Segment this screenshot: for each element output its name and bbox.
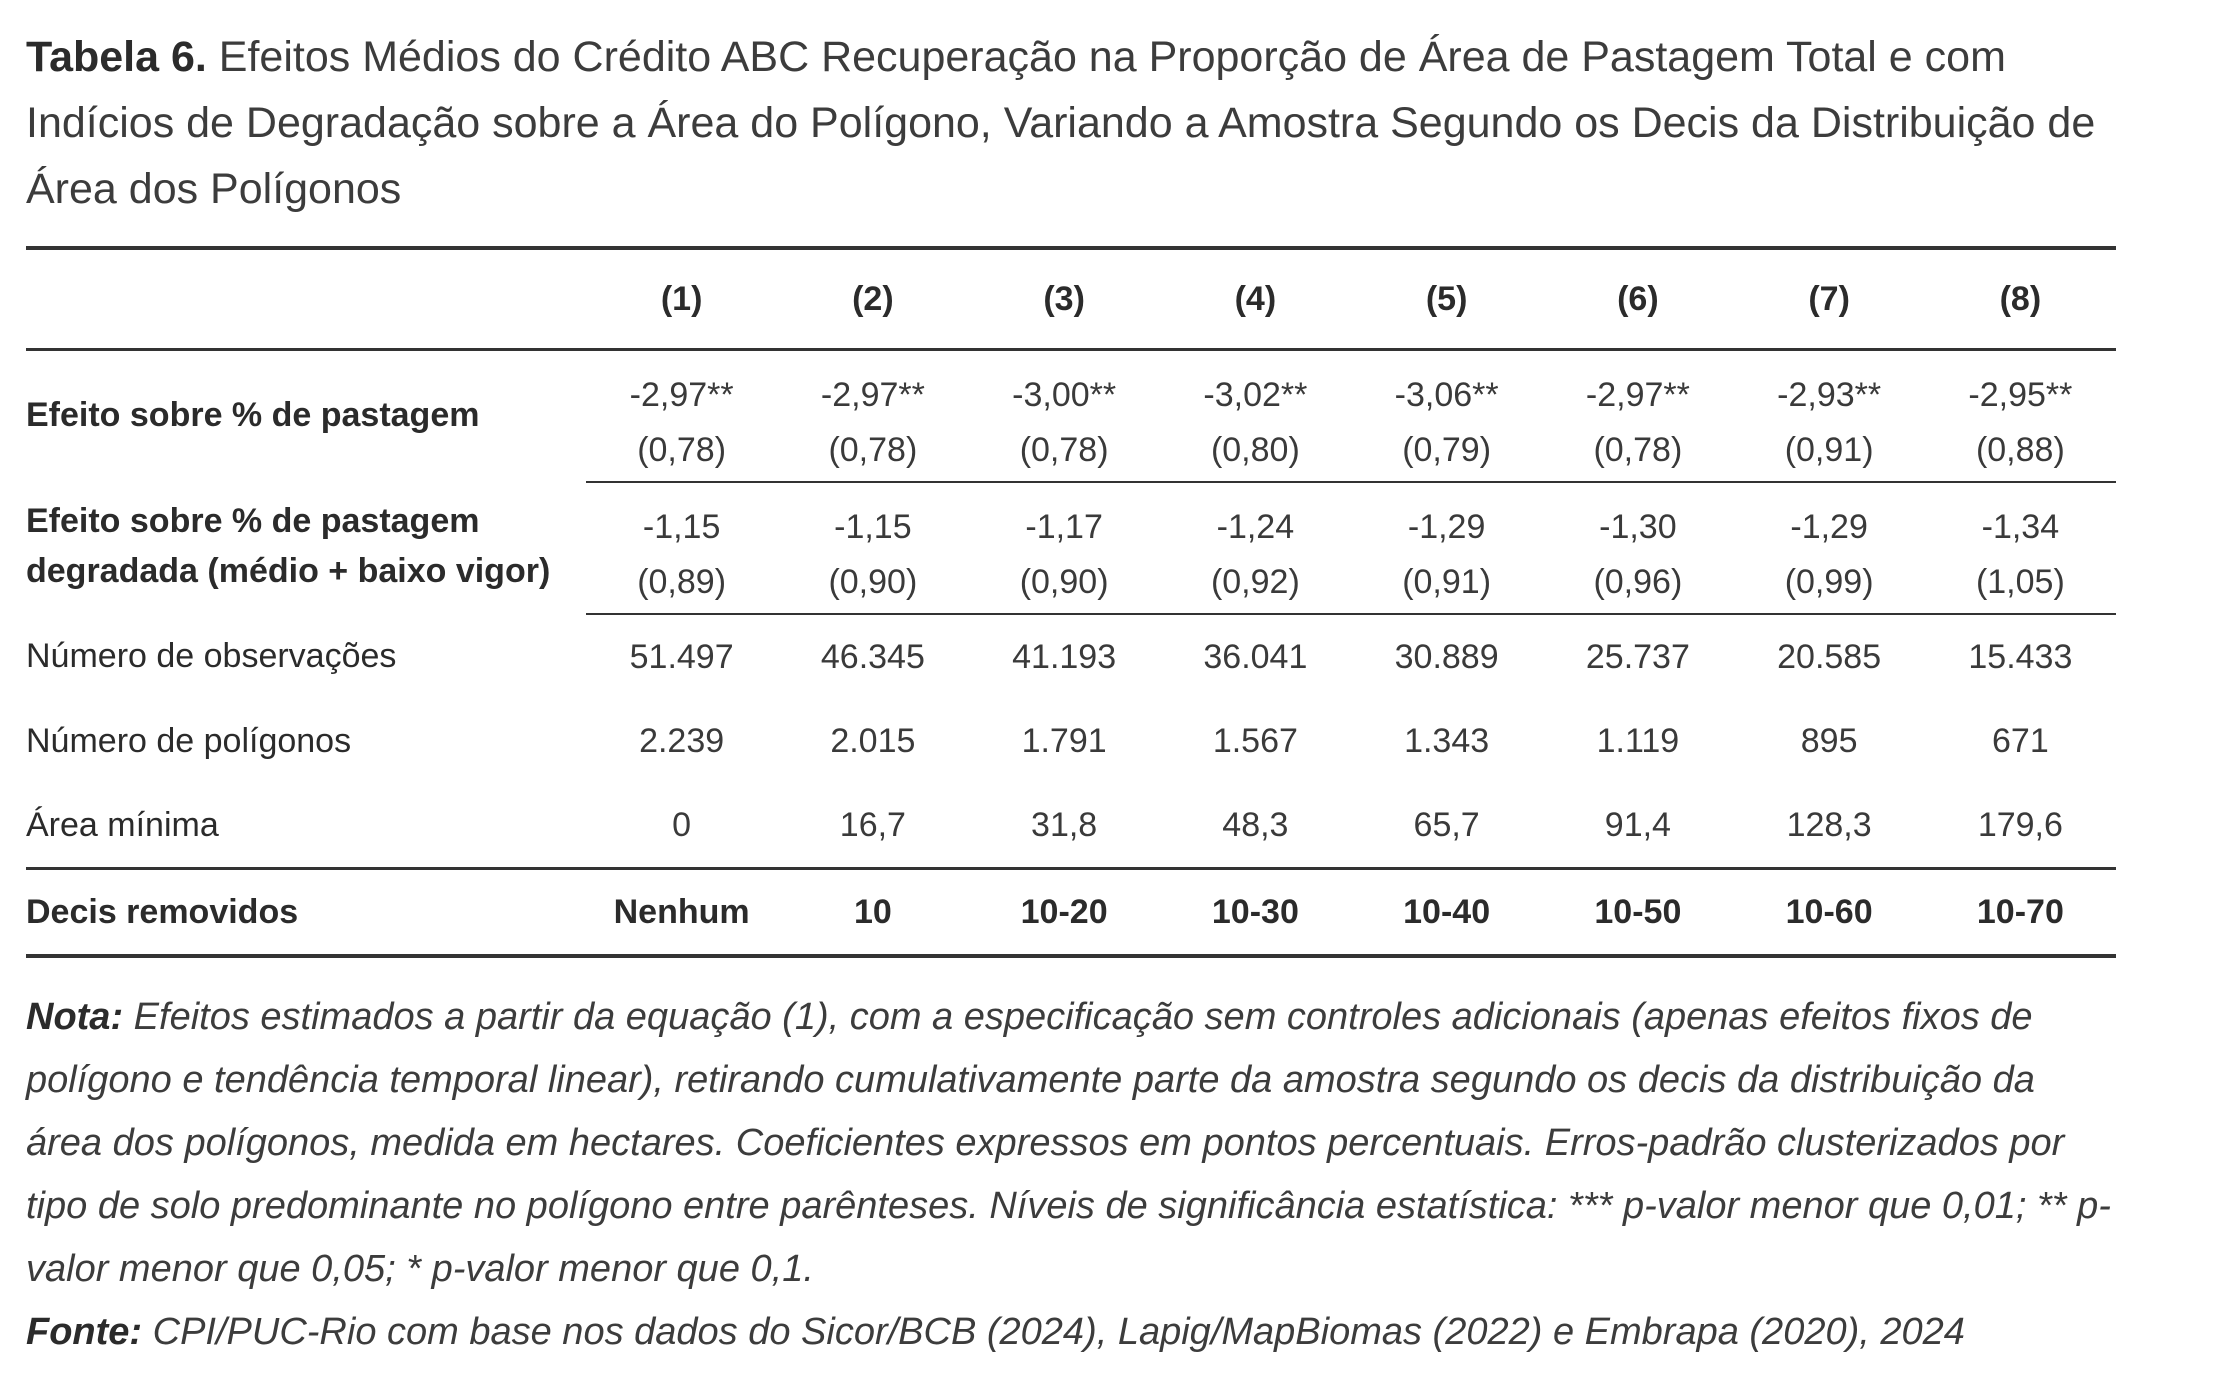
value-cell: 36.041 [1203,637,1308,676]
row-label-polygons: Número de polígonos [26,721,352,760]
value-cell: 0 [672,805,692,844]
column-header: (6) [1542,248,1733,350]
se-cell: (0,89) [586,551,777,614]
se-cell: (0,78) [586,419,777,482]
header-row [26,248,2116,350]
se-cell: (0,79) [1351,419,1542,482]
row-label-effect-pasture: Efeito sobre % de pastagem [26,395,480,434]
coef-cell: -1,15 [642,508,721,546]
value-cell: 1.567 [1212,721,1298,760]
row-label-observations: Número de observações [26,637,397,675]
coef-cell: -2,97** [820,376,925,414]
value-cell: 30.889 [1394,637,1499,676]
value-cell: Nenhum [586,869,777,957]
value-cell: 20.585 [1777,637,1882,676]
se-cell: (0,80) [1160,419,1351,482]
coef-cell: -1,15 [834,508,912,546]
coef-cell: -2,97** [1585,376,1690,414]
se-cell: (0,99) [1734,551,1925,614]
se-cell: (0,78) [1542,419,1733,482]
se-cell: (0,90) [969,551,1160,614]
coef-cell: -3,06** [1394,376,1499,414]
se-cell: (0,78) [969,419,1160,482]
value-cell: 671 [1992,721,2049,760]
value-cell: 10-30 [1160,869,1351,957]
coef-cell: -3,02** [1203,376,1308,414]
coef-cell: -2,93** [1777,376,1882,414]
value-cell: 51.497 [629,637,734,676]
value-cell: 10-60 [1734,869,1925,957]
value-cell: 46.345 [820,637,925,676]
source-text: CPI/PUC-Rio com base nos dados do Sicor/BCB (2024), Lapig/MapBiomas (2022) e Embrapa (2020), 2024 [152,1311,1965,1353]
note-text: Efeitos estimados a partir da equação (1), com a especificação sem controles adicionais (apenas efeitos fixos de polígono e tendência temporal linear), retirando cumulativamente parte da amostra segundo os decis da distribuição da área dos polígonos, medida em hectares. Coeficientes expressos em pontos percentuais. Erros-padrão clusterizados por tipo de solo predominante no polígono entre parênteses. Níveis de significância estatística: *** p-valor menor que 0,01; ** p-valor menor que 0,05; * p-valor menor que 0,1. [26,996,2111,1290]
table-row [26,350,2116,420]
value-cell: 10 [777,869,968,957]
value-cell: 1.791 [1021,721,1107,760]
value-cell: 10-20 [969,869,1160,957]
value-cell: 65,7 [1413,805,1480,844]
source-label: Fonte: [26,1311,143,1353]
value-cell: 31,8 [1031,805,1098,844]
coef-cell: -1,34 [1981,508,2060,546]
caption-text: Efeitos Médios do Crédito ABC Recuperação na Proporção de Área de Pastagem Total e com Indícios de Degradação sobre a Área do Polígono, Variando a Amostra Segundo os Decis da Distribuição de Área dos Polígonos [26,33,2096,213]
column-header: (3) [969,248,1160,350]
value-cell: 2.239 [639,721,725,760]
value-cell: 25.737 [1585,637,1690,676]
column-header: (2) [777,248,968,350]
table-row [26,614,2116,699]
value-cell: 10-70 [1925,869,2116,957]
se-cell: (0,96) [1542,551,1733,614]
coef-cell: -2,95** [1968,376,2073,414]
se-cell: (0,91) [1734,419,1925,482]
coef-cell: -1,24 [1216,508,1295,546]
se-cell: (0,92) [1160,551,1351,614]
row-label-effect-degraded: Efeito sobre % de pastagem degradada (médio + baixo vigor) [26,502,551,590]
table-row [26,869,2116,957]
caption-label: Tabela 6. [26,33,207,81]
value-cell: 179,6 [1977,805,2063,844]
note-paragraph [26,986,2116,1301]
document [26,24,2116,1364]
column-header: (7) [1734,248,1925,350]
value-cell: 1.343 [1404,721,1490,760]
coef-cell: -1,30 [1599,508,1677,546]
column-header: (8) [1925,248,2116,350]
note-label: Nota: [26,996,124,1038]
coef-cell: -1,29 [1790,508,1868,546]
value-cell: 41.193 [1012,637,1117,676]
coef-cell: -2,97** [629,376,734,414]
value-cell: 128,3 [1786,805,1872,844]
coef-cell: -1,17 [1025,508,1103,546]
table-caption [26,24,2116,222]
se-cell: (0,90) [777,551,968,614]
se-cell: (1,05) [1925,551,2116,614]
value-cell: 895 [1800,721,1858,760]
table-row [26,482,2116,551]
results-table [26,246,2116,958]
column-header: (4) [1160,248,1351,350]
column-header: (5) [1351,248,1542,350]
coef-cell: -3,00** [1012,376,1117,414]
se-cell: (0,91) [1351,551,1542,614]
value-cell: 10-50 [1542,869,1733,957]
source-paragraph [26,1301,2116,1364]
row-label-min-area: Área mínima [26,805,219,844]
se-cell: (0,78) [777,419,968,482]
header-empty-cell [26,248,586,350]
column-header: (1) [586,248,777,350]
value-cell: 2.015 [830,721,916,760]
value-cell: 91,4 [1604,805,1671,844]
value-cell: 10-40 [1351,869,1542,957]
coef-cell: -1,29 [1407,508,1486,546]
value-cell: 16,7 [839,805,906,844]
row-label-deciles-removed: Decis removidos [26,869,586,957]
table-row [26,699,2116,783]
value-cell: 1.119 [1596,721,1680,760]
se-cell: (0,88) [1925,419,2116,482]
value-cell: 15.433 [1968,637,2073,676]
value-cell: 48,3 [1222,805,1289,844]
table-notes [26,986,2116,1364]
table-row [26,783,2116,869]
